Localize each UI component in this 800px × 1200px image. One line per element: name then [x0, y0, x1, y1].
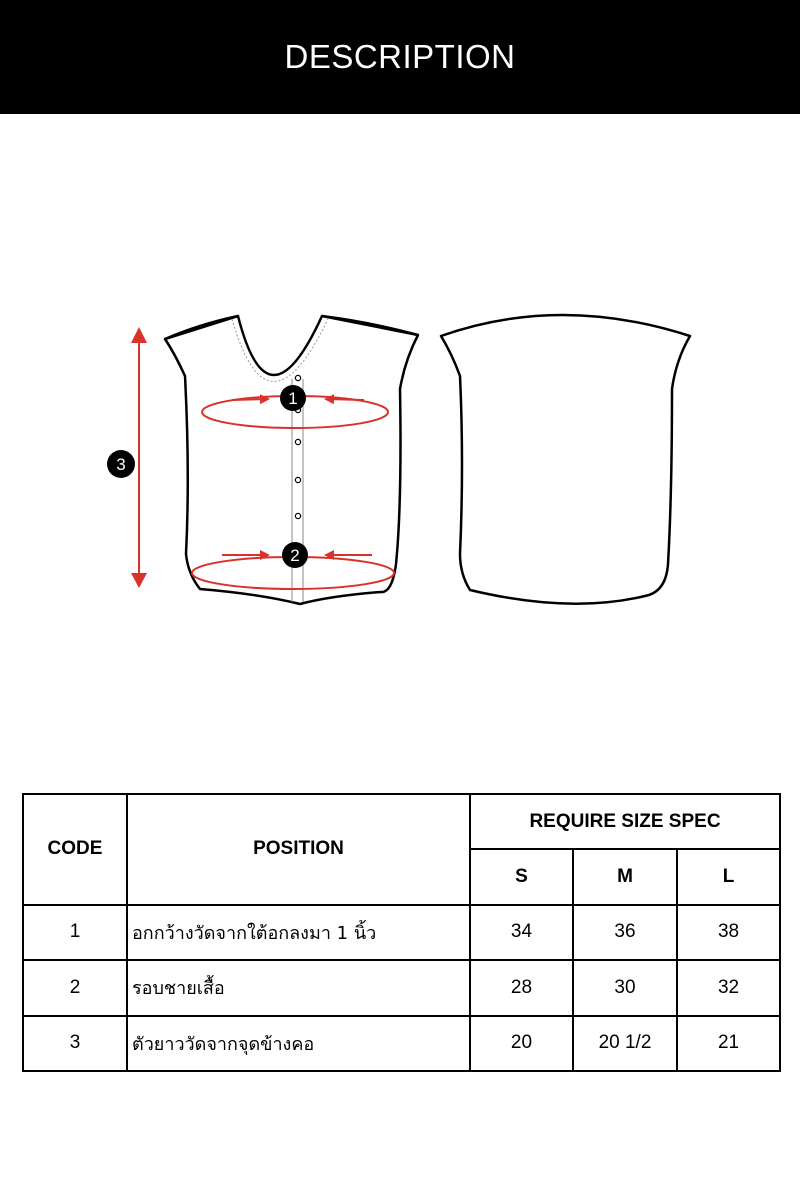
size-s-cell: 20 [470, 1016, 573, 1071]
position-cell: ตัวยาววัดจากจุดข้างคอ [127, 1016, 470, 1071]
table-row [23, 1016, 780, 1071]
marker-2-label: 2 [290, 546, 300, 565]
size-l-cell: 21 [677, 1016, 780, 1071]
marker-3 [107, 450, 135, 478]
size-s-cell: 28 [470, 960, 573, 1015]
marker-1-label: 1 [288, 389, 298, 408]
size-l-header: L [677, 849, 780, 904]
size-s-header: S [470, 849, 573, 904]
size-m-cell: 20 1/2 [573, 1016, 677, 1071]
table-row [23, 960, 780, 1015]
size-m-cell: 30 [573, 960, 677, 1015]
code-cell: 3 [23, 1016, 127, 1071]
size-s-cell: 34 [470, 905, 573, 960]
size-m-cell: 36 [573, 905, 677, 960]
code-cell: 1 [23, 905, 127, 960]
header-bar [0, 0, 800, 114]
position-cell: รอบชายเสื้อ [127, 960, 470, 1015]
size-m-header: M [573, 849, 677, 904]
back-shirt-icon [441, 315, 690, 604]
marker-3-label: 3 [116, 455, 126, 474]
size-l-cell: 38 [677, 905, 780, 960]
position-header: POSITION [127, 794, 470, 905]
position-cell: อกกว้างวัดจากใต้อกลงมา 1 นิ้ว [127, 905, 470, 960]
marker-1 [280, 385, 306, 411]
code-header: CODE [23, 794, 127, 905]
table-row [23, 905, 780, 960]
require-size-spec-header: REQUIRE SIZE SPEC [470, 794, 780, 849]
table-header-row [23, 794, 780, 849]
code-cell: 2 [23, 960, 127, 1015]
length-arrow-icon [131, 327, 147, 588]
marker-2 [282, 542, 308, 568]
size-spec-table [22, 793, 781, 1072]
page-title: DESCRIPTION [284, 38, 516, 75]
garment-illustration [0, 114, 800, 754]
size-l-cell: 32 [677, 960, 780, 1015]
